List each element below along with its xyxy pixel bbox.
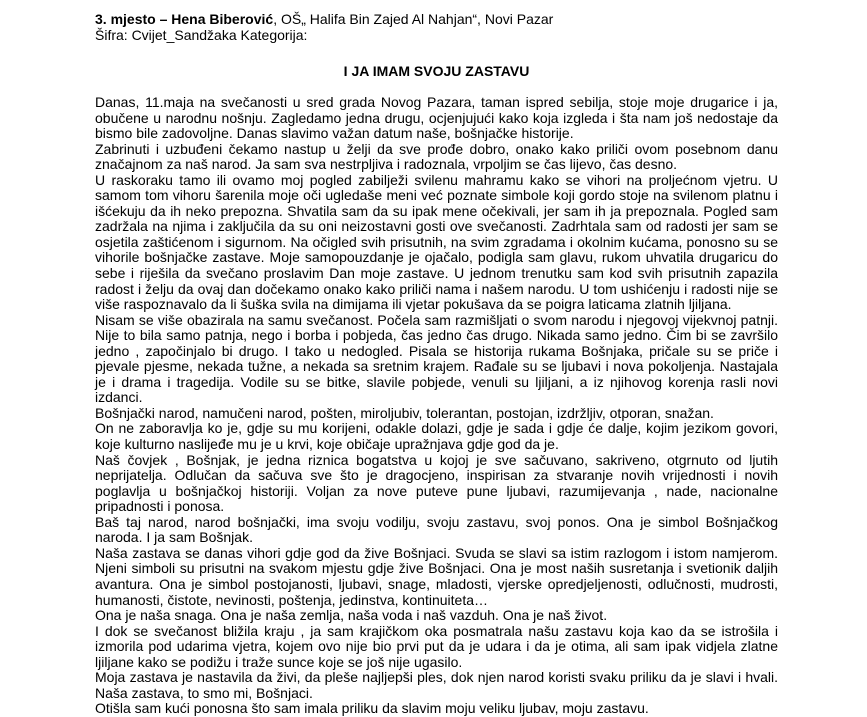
place-author: 3. mjesto – Hena Biberović (95, 11, 274, 27)
document-page (95, 12, 778, 717)
paragraph: Naša zastava se danas vihori gdje god da žive Bošnjaci. Svuda se slavi sa istim razlogom i istom namjerom. Njeni simboli su prisutni na svakom mjestu gdje žive Bošnjaci. Ona je most naših susretanja i svetionik daljih avantura. Ona je simbol postojanosti, ljubavi, snage, mladosti, vjerske opredjeljenosti, odlučnosti, mudrosti, humanosti, čistote, nevinosti, poštenja, jedinstva, kontinuiteta… (95, 544, 778, 608)
document-header (95, 12, 778, 43)
essay-body (95, 95, 778, 717)
paragraph: Ona je naša snaga. Ona je naša zemlja, naša voda i naš vazduh. Ona je naš život. (95, 607, 608, 624)
paragraph: U raskoraku tamo ili ovamo moj pogled zabilježi svilenu mahramu kako se vihori na proljećnom vjetru. U samom tom vihoru šarenila moje oči ugledaše meni već poznate simbole koji gordo stoje na svilenom platnu i išćekuju da ih neko prepozna. Shvatila sam da su ipak mene očekivali, jer sam ih ja prepoznala. Pogled sam zadržala na njima i zaključila da su oni neizostavni gosti ove svečanosti. Zadrhtala sam od radosti jer sam se osjetila zaštićenom i sigurnom. Na očigled svih prisutnih, na svim zgradama i okolnim kućama, ponosno su se vihorile bošnjačke zastave. Moje samopouzdanje je ojačalo, podigla sam glavu, rukom uhvatila drugaricu do sebe i riješila da svečano proslavim Dan moje zastave. U jednom trenutku sam kod svih prisutnih zapazila radost i želju da ovaj dan dočekamo onako kako priliči nama i našem narodu. U tom ushićenju i radosti nije se više raspoznavalo da li šuška svila na dimijama ili vjetar pokušava da se poigra laticama zlatnih ljiljana. (95, 171, 778, 313)
paragraph: Danas, 11.maja na svečanosti u sred grada Novog Pazara, taman ispred sebilja, stoje moje drugarice i ja, obučene u narodnu nošnju. Zagledamo jedna drugu, ocjenjujući kako koja izgleda i šta nam još nedostaje da bismo bile zadovoljne. Danas slavimo važan datum naše, bošnjačke historije. (95, 94, 778, 142)
paragraph: On ne zaboravlja ko je, gdje su mu korijeni, odakle dolazi, gdje je sada i gdje će dalje, kojim jezikom govori, koje kulturno naslijeđe mu je u krvi, koje običaje upražnjava gdje god da je. (95, 420, 778, 453)
paragraph: Otišla sam kući ponosna što sam imala priliku da slavim moju veliku ljubav, moju zastavu. (95, 700, 649, 717)
paragraph: Moja zastava je nastavila da živi, da pleše najljepši ples, dok njen narod koristi svaku priliku da je slavi i hvali. Naša zastava, to smo mi, Bošnjaci. (95, 669, 778, 701)
paragraph: I dok se svečanost bližila kraju , ja sam krajičkom oka posmatrala našu zastavu koja kao da se istrošila i izmorila pod udarima vjetra, kojem ovo nije bio prvi put da je udara i da je otima, ali sam ipak vidjela zlatne ljiljane kako se podižu i traže sunce koje se još nije ugasilo. (95, 622, 778, 670)
paragraph: Bošnjački narod, namučeni narod, pošten, miroljubiv, tolerantan, postojan, izdržljiv, otporan, snažan. (95, 404, 714, 421)
paragraph: Zabrinuti i uzbuđeni čekamo nastup u želji da sve prođe dobro, onako kako priliči ovom posebnom danu značajnom za naš narod. Ja sam sva nestrpljiva i radoznala, vrpoljim se čas lijevo, čas desno. (95, 140, 778, 173)
school-name: , OŠ„ Halifa Bin Zajed Al Nahjan“, Novi Pazar (273, 11, 554, 27)
author-line (95, 12, 778, 28)
paragraph: Baš taj narod, narod bošnjački, ima svoju vodilju, svoju zastavu, svoj ponos. Ona je simbol Bošnjačkog naroda. I ja sam Bošnjak. (95, 513, 778, 546)
paragraph: Nisam se više obazirala na samu svečanost. Počela sam razmišljati o svom narodu i njegovoj vijekvnoj patnji. Nije to bila samo patnja, nego i borba i pobjeda, čas jedno čas drugo. Nikada samo jedno. Čim bi se završilo jedno , započinjalo bi drugo. I tako u nedogled. Pisala se historija rukama Bošnjaka, pričale su se priče i pjevale pjesme, nekada tužne, a nekada sa sretnim krajem. Rađale su se ljubavi i nova pokoljenja. Nastajala je i drama i tragedija. Vodile su se bitke, slavile pobjede, venuli su ljiljani, a iz njihovog korenja rasli novi izdanci. (95, 311, 778, 406)
paragraph: Naš čovjek , Bošnjak, je jedna riznica bogatstva u kojoj je sve sačuvano, sakriveno, otgrnuto od ljutih neprijatelja. Odlučan da sačuva sve što je dragocjeno, inspirisan za stvaranje novih vrijednosti i novih poglavlja u bošnjačkoj historiji. Voljan za nove puteve pune ljubavi, razumijevanja , nade, nacionalne pripadnosti i ponosa. (95, 451, 778, 515)
document-title: I JA IMAM SVOJU ZASTAVU (343, 63, 530, 79)
code-line: Šifra: Cvijet_Sandžaka Kategorija: (95, 26, 308, 43)
